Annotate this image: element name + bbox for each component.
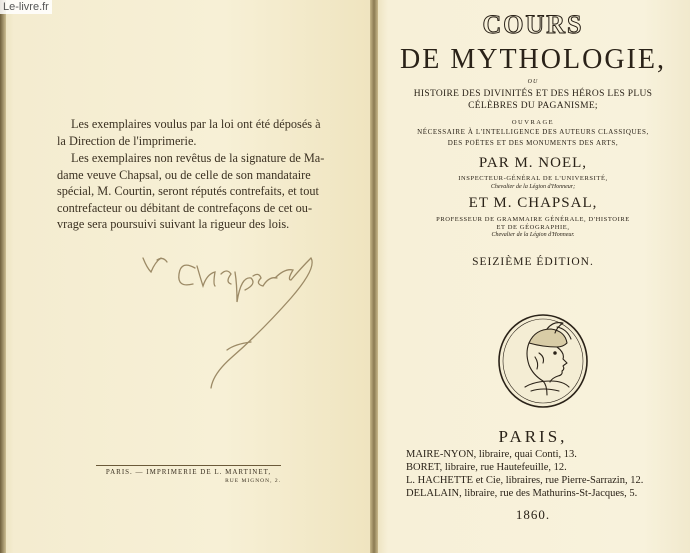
page-title: DE MYTHOLOGIE, bbox=[400, 44, 666, 75]
notice-line: Les exemplaires non revêtus de la signature de Ma- bbox=[71, 151, 325, 165]
author-noel: PAR M. NOEL, bbox=[478, 155, 588, 171]
author-chapsal: ET M. CHAPSAL, bbox=[468, 195, 598, 211]
publisher-line: DELALAIN, libraire, rue des Mathurins-St-Jacques, 5. bbox=[406, 488, 638, 499]
author-chapsal-honor: Chevalier de la Légion d'Honneur. bbox=[491, 232, 575, 238]
title-connector: OU bbox=[527, 79, 539, 85]
publisher-line: L. HACHETTE et Cie, libraires, rue Pierre-Sarrazin, 12. bbox=[406, 475, 644, 486]
counterfeit-warning-notice bbox=[57, 150, 340, 233]
purpose-line: NÉCESSAIRE À L'INTELLIGENCE DES AUTEURS CLASSIQUES, bbox=[417, 128, 649, 136]
notice-line: contrefacteur ou débitant de contrefaçons de cet ou- bbox=[57, 200, 313, 215]
notice-line: dame veuve Chapsal, ou de celle de son mandataire bbox=[57, 167, 311, 182]
notice-line: vrage sera poursuivi suivant la rigueur des lois. bbox=[57, 217, 290, 231]
minerva-medallion-icon bbox=[495, 313, 591, 409]
handwritten-signature bbox=[135, 250, 325, 390]
subtitle-line: CÉLÈBRES DU PAGANISME; bbox=[468, 101, 598, 111]
publisher-line: BORET, libraire, rue Hautefeuille, 12. bbox=[406, 462, 567, 473]
ouvrage-label: OUVRAGE bbox=[511, 119, 555, 126]
publication-city: PARIS, bbox=[498, 427, 568, 446]
printer-address: RUE MIGNON, 2. bbox=[225, 478, 281, 484]
author-noel-role: INSPECTEUR-GÉNÉRAL DE L'UNIVERSITÉ, bbox=[458, 175, 608, 182]
legal-deposit-notice bbox=[57, 116, 340, 149]
printer-rule bbox=[96, 465, 281, 466]
book-edge bbox=[0, 0, 6, 553]
author-chapsal-role: PROFESSEUR DE GRAMMAIRE GÉNÉRALE, D'HISTOIRE bbox=[436, 216, 630, 223]
subtitle-line: HISTOIRE DES DIVINITÉS ET DES HÉROS LES PLUS bbox=[413, 89, 653, 99]
title-cours: COURS bbox=[482, 10, 584, 39]
author-noel-honor: Chevalier de la Légion d'Honneur; bbox=[490, 184, 576, 190]
notice-line: spécial, M. Courtin, seront réputés contrefaits, et tout bbox=[57, 184, 319, 198]
purpose-line: DES POËTES ET DES MONUMENTS DES ARTS, bbox=[447, 139, 619, 147]
edition-label: SEIZIÈME ÉDITION. bbox=[472, 256, 594, 268]
printer-imprint: PARIS. — IMPRIMERIE DE L. MARTINET, bbox=[105, 468, 272, 476]
publication-year: 1860. bbox=[515, 507, 551, 522]
publisher-line: MAIRE-NYON, libraire, quai Conti, 13. bbox=[406, 449, 577, 460]
notice-line: la Direction de l'imprimerie. bbox=[57, 133, 197, 148]
notice-line: Les exemplaires voulus par la loi ont été déposés à bbox=[71, 117, 321, 131]
watermark: Le-livre.fr bbox=[0, 0, 52, 14]
author-chapsal-role: ET DE GÉOGRAPHIE, bbox=[496, 224, 570, 231]
